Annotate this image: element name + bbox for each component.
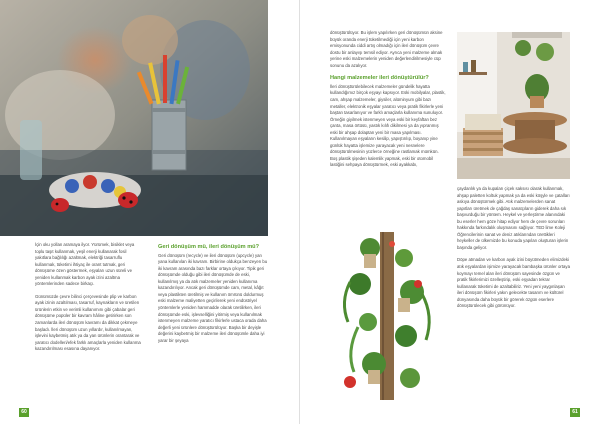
left-column-1 bbox=[35, 242, 143, 359]
page-number-left: 60 bbox=[19, 408, 29, 417]
left-col1-paragraph-1: İçin oku yollan aramaya ilyor. Yürümek, bisiklet veya toplu taşıt kullanmak, yeşil enerji kullanarak fosil yakıtlara bağlılığı azaltmak, elektriği tasarruflu kullanmak, tüketimi ihtiyaç ile orant tutmak, geri dönüşüme özen göstermek, eşyaları uzun süreli ve yeniden kullanmak karbon ayak izini azaltma yöntemlerinden sadece birkaçı. bbox=[35, 242, 135, 287]
vertical-garden-photo bbox=[330, 232, 443, 400]
section-heading-materials: Hangi malzemeler ileri dönüştürülür? bbox=[330, 75, 429, 82]
left-col2-paragraph: Geri dönüşüm (recycle) ve ileri dönüşüm (upcycle) yan yana kullanılan iki kavram. Birbirine oldukça benzeyen bu iki kavram arasında bazı farklar ortaya çıkıyor. Tipik geri dönüşümde olduğu gibi ileri dönüşümde de eski, kullanılmış ya da atık malzemeler yeniden kullanıma kazandırılıyor. Ancak geri dönüşümde cam, metal, kâğıt veya plastikten üretilmiş ve kullanım ömrünü doldurmuş eski malzeme maliyetten geçirilerek yeni endüstriyel yöntemlerle yeniden hammadde olarak üretilirken, ileri dönüşümde eski, işlevselliğini yitirmiş veya kullanılmak istenmeyen malzeme yaratıcı fikirlerle ustaca orada daha değerli yeni ürünlere dönüştürülüyor. Başka bir deyişle değerini kaybetmiş bir malzeme ileri dönüşümle daha iyi yarar bir şeyaya bbox=[158, 252, 268, 343]
left-column-2 bbox=[158, 244, 270, 350]
right-col1-intro: dönüştürülüyor. Bu işlem yapılırken geri dönüşümün aksine büyük oranda enerji tüketilmediği için yeni karbon emisyonunda ciddi artış olmadığı için ileri dönüşüm çevre dostu bir anlayışı temsil ediyor. Ayrıca yeni malzeme almak yerine eski malzemelerin yeniden değerlendirilmesiyle cüp sonunu da azalıyor. bbox=[330, 30, 443, 68]
right-column-1 bbox=[330, 30, 446, 175]
right-col2-paragraph-1: çaydanlık ya da kupaları çiçek saksısı olarak kullanmak, ahşap paletten koltuk yapmak ya da eski köşyle ve çatalları askıya dönüştürmek gibi. Atık malzemelerden sanat yapıtları üretmek de çağdaş sanatçıların giderek daha sık başvurduğu bir yöntem. Heykel ve yerleştirme alanındaki bu eserler hem göze hitap ediyor hem de çevre sorunları hakkında farkındalık oluşmasını sağlıyor. TED lime Koleji Öğrencilerinin sanat ve deniz atıklarından ürettikleri heykeller de ülkemizde bu konuda yapılan oluşturan işlerin başında geliyor. bbox=[457, 186, 570, 250]
left-col1-paragraph-2: Günümüzde çevre bilinci çerçevesinde plip ve karbon ayak izinin azaltılması, tasarruf, kaynakların ve üretilen ürünlerin etkin ve verimli kullanımını gibi çabalar geri dönüşüme popüler bir kavram hâline getirirken son zamanlarda ileri dönüşüm kavramı da dikkat çekmeye başladı. İleri dönüşüm uzun yıllardır, kullanılmayan, işlevini kaybetmiş atık ya da yan ürünlerin orantarak ve yaratıcı dodelleri/efek farklı amaçlarla yeniden kullanma kazandırılması esasına dayanıyor. bbox=[35, 293, 141, 352]
right-col1-paragraph: İleri dönüştürülebilecek malzemeler gündelik hayatta kullandığımız birçok eşyayı kapsıyor. Eski mobilyalar, plastik, cam, ahşap malzemeler, giysiler, alüminyum gibi bazı metaller, elektronik eşyalar yaratıcı veya pratik fikirlerle yeni baştan tasarlanıyor ve farklı amaçlarla kullanıma sunuluyor. Örneğin giyilmek istenmeyen veya eski bir keyfaftan bez çanta, masa örtüsü, yastık kılıfı dikilmesi ya da yıpranmış eski bir ahşap dolaptan yeni bir masa yapılması. Kullanılmayan eşyaların kesilip, yapıştırılıp, boyanıp yine günlük hayatta işlemize yarayacak yeni nesnelere dönüştürülmesinin yüzlerce örneğine rastlamak mümkün. Boş plastik şişeden kalemlik yapmak, eski bir otomobil lastiğini sehpaya dönüştürmek, eski ayakkabı, bbox=[330, 83, 446, 168]
upcycled-furniture-photo bbox=[457, 32, 570, 179]
right-page bbox=[300, 0, 600, 424]
section-heading-recycle-vs-upcycle: Geri dönüşüm mü, ileri dönüşüm mü? bbox=[158, 244, 260, 250]
right-col2-paragraph-2: Döpe atmadan ve karbon ayak izini büyütmeden elimizdeki atık eşyalardan işimize yarayacak bambaşka ürünler ortaya koymayı temel alan ileri dönüşüm sayesinde özgün ve pratik fikirlerimizi özelleştirip, eski eşyadan tekrar kullanarak tüketimi de azaltabiliriz. Yeni yeni yaygınlaşan ileri dönüşüm fikirleri yakın gelecekte tasarım ve kültürel dünyasında daha büyük bir görerek özgün eserlere dönüştürülecek gibi görünüyor. bbox=[457, 257, 570, 309]
page-number-right: 61 bbox=[570, 408, 580, 417]
kids-crafting-photo bbox=[0, 0, 268, 236]
right-column-2 bbox=[457, 186, 570, 316]
